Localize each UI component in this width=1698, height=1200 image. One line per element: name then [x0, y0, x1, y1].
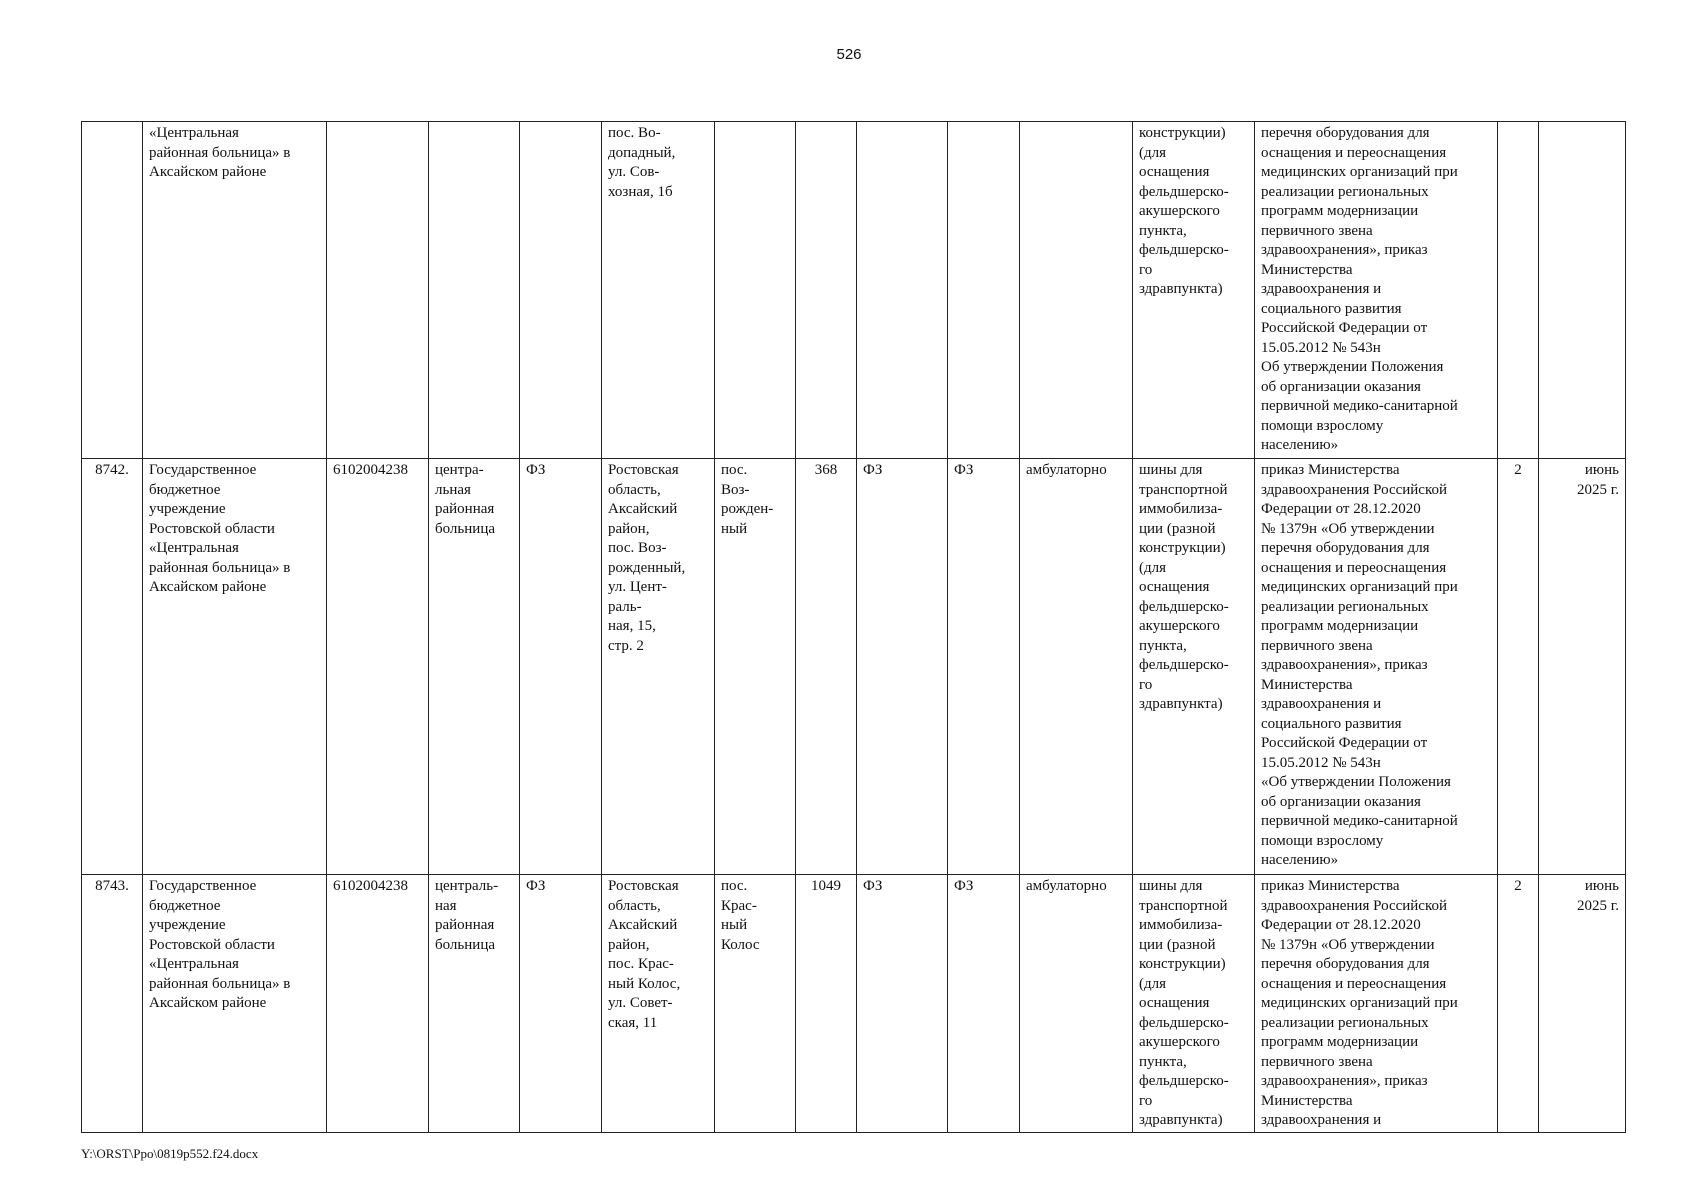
date-cell: июнь 2025 г.: [1539, 459, 1626, 875]
organization-name: Государственное бюджетное учреждение Ростовской области «Центральная районная больница» в Аксайском районе: [143, 875, 327, 1133]
table-row: [82, 875, 1626, 1133]
settlement-cell: [715, 122, 796, 459]
address-cell: Ростовская область, Аксайский район, пос. Воз- рожденный, ул. Цент- раль- ная, 15, стр. 2: [602, 459, 715, 875]
fz-cell: ФЗ: [948, 875, 1020, 1133]
settlement-cell: пос. Крас- ный Колос: [715, 875, 796, 1133]
care-form-cell: [1020, 122, 1133, 459]
quantity-cell: 2: [1498, 459, 1539, 875]
fz-cell: ФЗ: [520, 875, 602, 1133]
legal-basis-cell: перечня оборудования для оснащения и переоснащения медицинских организаций при реализации региональных программ модернизации первичного звена здравоохранения», приказ Министерства здравоохранения и социального развития Российской Федерации от 15.05.2012 № 543н Об утверждении Положения об организации оказания первичной медико-санитарной помощи взрослому населению»: [1255, 122, 1498, 459]
legal-basis-cell: приказ Министерства здравоохранения Российской Федерации от 28.12.2020 № 1379н «Об утверждении перечня оборудования для оснащения и переоснащения медицинских организаций при реализации региональных программ модернизации первичного звена здравоохранения», приказ Министерства здравоохранения и социального развития Российской Федерации от 15.05.2012 № 543н «Об утверждении Положения об организации оказания первичной медико-санитарной помощи взрослому населению»: [1255, 459, 1498, 875]
fz-cell: ФЗ: [948, 459, 1020, 875]
facilities-table: [81, 121, 1626, 1133]
fz-cell: [520, 122, 602, 459]
inn-cell: [327, 122, 429, 459]
table-row: [82, 122, 1626, 459]
legal-basis-cell: приказ Министерства здравоохранения Российской Федерации от 28.12.2020 № 1379н «Об утверждении перечня оборудования для оснащения и переоснащения медицинских организаций при реализации региональных программ модернизации первичного звена здравоохранения», приказ Министерства здравоохранения и: [1255, 875, 1498, 1133]
organization-name: Государственное бюджетное учреждение Ростовской области «Центральная районная больница» в Аксайском районе: [143, 459, 327, 875]
inn-cell: 6102004238: [327, 875, 429, 1133]
equipment-cell: конструкции) (для оснащения фельдшерско- акушерского пункта, фельдшерско- го здравпункта): [1133, 122, 1255, 459]
inn-cell: 6102004238: [327, 459, 429, 875]
settlement-cell: пос. Воз- рожден- ный: [715, 459, 796, 875]
organization-type: [429, 122, 520, 459]
organization-type: центра- льная районная больница: [429, 459, 520, 875]
date-cell: [1539, 122, 1626, 459]
population-cell: 368: [796, 459, 857, 875]
address-cell: пос. Во- допадный, ул. Сов- хозная, 1б: [602, 122, 715, 459]
quantity-cell: [1498, 122, 1539, 459]
fz-cell: [857, 122, 948, 459]
fz-cell: ФЗ: [520, 459, 602, 875]
care-form-cell: амбулаторно: [1020, 459, 1133, 875]
care-form-cell: амбулаторно: [1020, 875, 1133, 1133]
population-cell: 1049: [796, 875, 857, 1133]
equipment-cell: шины для транспортной иммобилиза- ции (разной конструкции) (для оснащения фельдшерско- акушерского пункта, фельдшерско- го здравпункта): [1133, 459, 1255, 875]
organization-name: «Центральная районная больница» в Аксайском районе: [143, 122, 327, 459]
fz-cell: ФЗ: [857, 459, 948, 875]
equipment-cell: шины для транспортной иммобилиза- ции (разной конструкции) (для оснащения фельдшерско- акушерского пункта, фельдшерско- го здравпункта): [1133, 875, 1255, 1133]
fz-cell: ФЗ: [857, 875, 948, 1133]
quantity-cell: 2: [1498, 875, 1539, 1133]
page-number: 526: [836, 46, 862, 63]
row-number: [82, 122, 143, 459]
row-number: 8742.: [82, 459, 143, 875]
row-number: 8743.: [82, 875, 143, 1133]
fz-cell: [948, 122, 1020, 459]
organization-type: централь- ная районная больница: [429, 875, 520, 1133]
footer-file-path: Y:\ORST\Ppo\0819p552.f24.docx: [81, 1146, 259, 1161]
population-cell: [796, 122, 857, 459]
table-row: [82, 459, 1626, 875]
date-cell: июнь 2025 г.: [1539, 875, 1626, 1133]
address-cell: Ростовская область, Аксайский район, пос. Крас- ный Колос, ул. Совет- ская, 11: [602, 875, 715, 1133]
